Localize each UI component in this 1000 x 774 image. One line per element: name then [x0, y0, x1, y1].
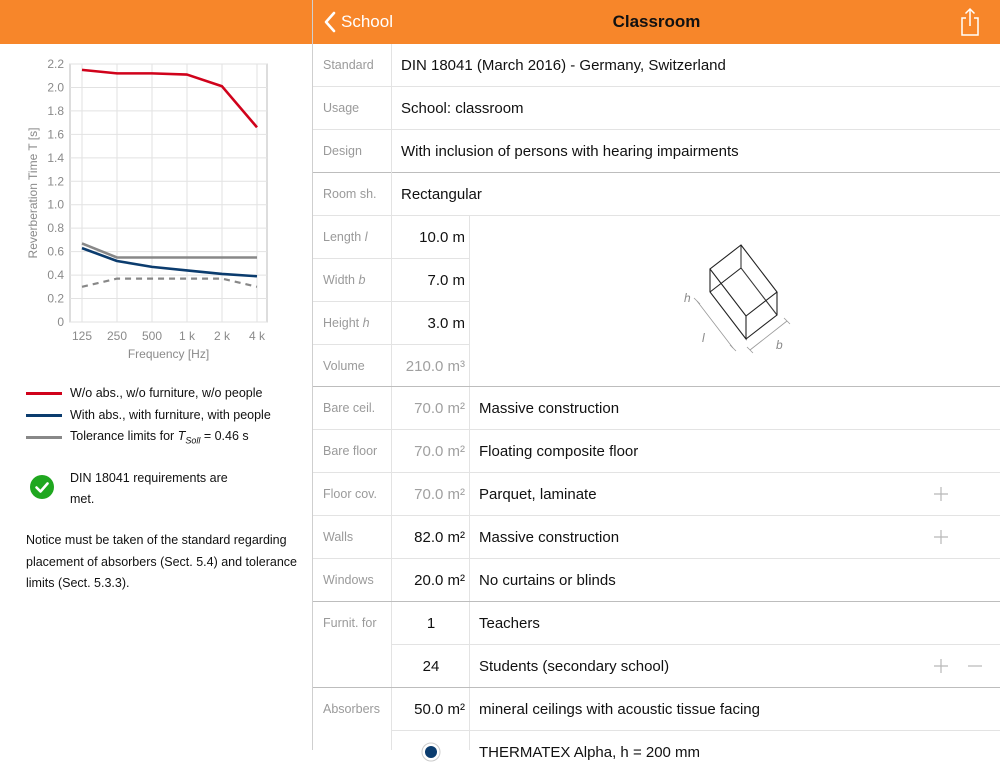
row-label: Furnit. for: [323, 616, 377, 630]
label-column-separator: [391, 387, 392, 601]
y-tick-label: 1.2: [47, 174, 64, 189]
row-label: [323, 216, 368, 259]
legend-swatch-red: [26, 392, 62, 395]
row-walls[interactable]: [313, 516, 1000, 559]
surface-description[interactable]: No curtains or blinds: [479, 572, 616, 589]
legend-swatch-grey: [26, 436, 62, 439]
row-label: Volume: [323, 359, 365, 373]
y-tick-label: 0.2: [47, 291, 64, 306]
legend-label: [70, 429, 249, 446]
y-tick-label: 0.4: [47, 268, 64, 283]
add-furniture-plus-icon[interactable]: [932, 657, 950, 675]
row-bare-floor[interactable]: [313, 430, 1000, 473]
remove-furniture-minus-icon[interactable]: [966, 657, 984, 675]
legend-label-suffix: = 0.46 s: [200, 428, 249, 443]
left-navbar: [0, 0, 312, 44]
add-wall-plus-icon[interactable]: [932, 528, 950, 546]
furniture-count[interactable]: 1: [426, 615, 436, 632]
row-label: [323, 302, 370, 345]
results-pane: [0, 44, 312, 750]
x-tick-label: 500: [141, 329, 163, 343]
share-button[interactable]: [958, 7, 982, 37]
y-tick-label: 1.4: [47, 150, 64, 165]
area-value: 70.0 m²: [414, 486, 465, 503]
sketch-label-h: h: [684, 291, 691, 305]
legend-item: [26, 404, 271, 426]
y-tick-label: 0.8: [47, 221, 64, 236]
row-label: [323, 259, 365, 302]
share-icon: [958, 7, 982, 37]
furniture-description[interactable]: Students (secondary school): [479, 658, 670, 675]
sketch-label-b: b: [776, 338, 783, 352]
chart-legend: [26, 382, 271, 448]
back-button-label: School: [341, 12, 393, 31]
row-label: Absorbers: [323, 702, 380, 716]
area-value[interactable]: 20.0 m²: [414, 572, 465, 589]
y-tick-label: 2.2: [47, 57, 64, 71]
label-var: h: [362, 316, 370, 330]
legend-item: [26, 426, 271, 448]
label-column-separator: [391, 602, 392, 687]
y-axis-title: Reverberation Time T [s]: [26, 127, 40, 259]
sketch-label-l: l: [702, 331, 705, 345]
x-axis-title: Frequency [Hz]: [127, 347, 210, 361]
row-windows[interactable]: [313, 559, 1000, 602]
row-label: Windows: [323, 573, 374, 587]
length-value[interactable]: 10.0 m: [419, 229, 465, 246]
value-column-separator: [469, 602, 470, 687]
row-label: Standard: [323, 58, 374, 72]
legend-label-t: T: [177, 428, 186, 443]
y-tick-label: 0: [57, 315, 64, 329]
row-bare-ceiling[interactable]: [313, 387, 1000, 430]
label-text: Length: [323, 230, 362, 244]
furniture-description[interactable]: Teachers: [479, 615, 540, 632]
label-text: Height: [323, 316, 360, 330]
reverberation-chart: [0, 44, 312, 374]
right-navbar: [313, 0, 1000, 44]
area-value[interactable]: 82.0 m²: [414, 529, 465, 546]
x-tick-label: 250: [106, 329, 128, 343]
y-tick-label: 1.6: [47, 127, 64, 142]
surface-description[interactable]: Massive construction: [479, 529, 620, 546]
surface-description[interactable]: Parquet, laminate: [479, 486, 597, 503]
label-column-separator: [391, 688, 392, 750]
width-value[interactable]: 7.0 m: [427, 272, 465, 289]
cuboid-shape: [710, 245, 777, 339]
y-tick-label: 2.0: [47, 80, 64, 95]
absorber-product[interactable]: THERMATEX Alpha, h = 200 mm: [479, 744, 701, 761]
legend-label-sub: Soll: [185, 435, 201, 446]
row-label: Walls: [323, 530, 354, 544]
row-label: Room sh.: [323, 187, 377, 201]
label-column-separator: [391, 216, 392, 387]
furniture-count[interactable]: 24: [422, 658, 440, 675]
legend-label-prefix: Tolerance limits for: [70, 428, 178, 443]
row-value: With inclusion of persons with hearing impairments: [401, 143, 739, 160]
row-value: DIN 18041 (March 2016) - Germany, Switzerland: [401, 57, 726, 74]
row-standard[interactable]: [313, 44, 1000, 87]
row-design[interactable]: [313, 130, 1000, 173]
room-parameters-table: [313, 44, 1000, 761]
row-label: Usage: [323, 101, 360, 115]
page-title: Classroom: [612, 12, 701, 31]
area-value[interactable]: 50.0 m²: [414, 701, 465, 718]
surface-description[interactable]: Massive construction: [479, 400, 620, 417]
row-value: Rectangular: [401, 186, 482, 203]
label-var: l: [364, 230, 368, 244]
x-tick-label: 1 k: [178, 329, 196, 343]
x-tick-label: 125: [71, 329, 93, 343]
x-tick-label: 4 k: [248, 329, 266, 343]
add-floor-covering-plus-icon[interactable]: [932, 485, 950, 503]
check-circle-icon: [30, 475, 54, 499]
x-tick-label: 2 k: [213, 329, 231, 343]
row-room-shape[interactable]: [313, 173, 1000, 216]
row-label: Bare ceil.: [323, 401, 376, 415]
row-value: School: classroom: [401, 100, 524, 117]
chevron-left-icon: [323, 11, 337, 33]
row-absorber-product[interactable]: [313, 731, 1000, 774]
value-column-separator: [469, 387, 470, 601]
row-floor-covering[interactable]: [313, 473, 1000, 516]
legend-label: W/o abs., w/o furniture, w/o people: [70, 386, 263, 400]
label-text: Width: [323, 273, 355, 287]
row-usage[interactable]: [313, 87, 1000, 130]
value-column-separator: [469, 688, 470, 750]
radio-selected-icon[interactable]: [421, 742, 441, 762]
status-text: DIN 18041 requirements are met.: [70, 471, 228, 506]
legend-item: [26, 382, 271, 404]
row-label: Bare floor: [323, 444, 378, 458]
y-tick-label: 1.0: [47, 197, 64, 212]
y-tick-label: 0.6: [47, 244, 64, 259]
height-value[interactable]: 3.0 m: [427, 315, 465, 332]
legend-label: With abs., with furniture, with people: [70, 408, 271, 422]
notice-text: Notice must be taken of the standard regarding placement of absorbers (Sect. 5.4) and tolerance limits (Sect. 5.3.3).: [26, 533, 297, 590]
back-button[interactable]: [323, 0, 393, 44]
row-label: Design: [323, 144, 362, 158]
requirements-status: [30, 468, 290, 510]
area-value: 70.0 m²: [414, 400, 465, 417]
y-tick-label: 1.8: [47, 103, 64, 118]
label-var: b: [358, 273, 366, 287]
label-column-separator: [391, 44, 392, 215]
legend-swatch-blue: [26, 414, 62, 417]
row-absorbers[interactable]: [313, 688, 1000, 731]
room-sketch-diagram: [470, 216, 1000, 387]
absorber-description[interactable]: mineral ceilings with acoustic tissue facing: [479, 701, 760, 718]
surface-description[interactable]: Floating composite floor: [479, 443, 639, 460]
volume-value: 210.0 m³: [405, 358, 465, 375]
row-furniture-students[interactable]: [313, 645, 1000, 688]
area-value: 70.0 m²: [414, 443, 465, 460]
row-label: Floor cov.: [323, 487, 377, 501]
row-furniture-teachers[interactable]: [313, 602, 1000, 645]
